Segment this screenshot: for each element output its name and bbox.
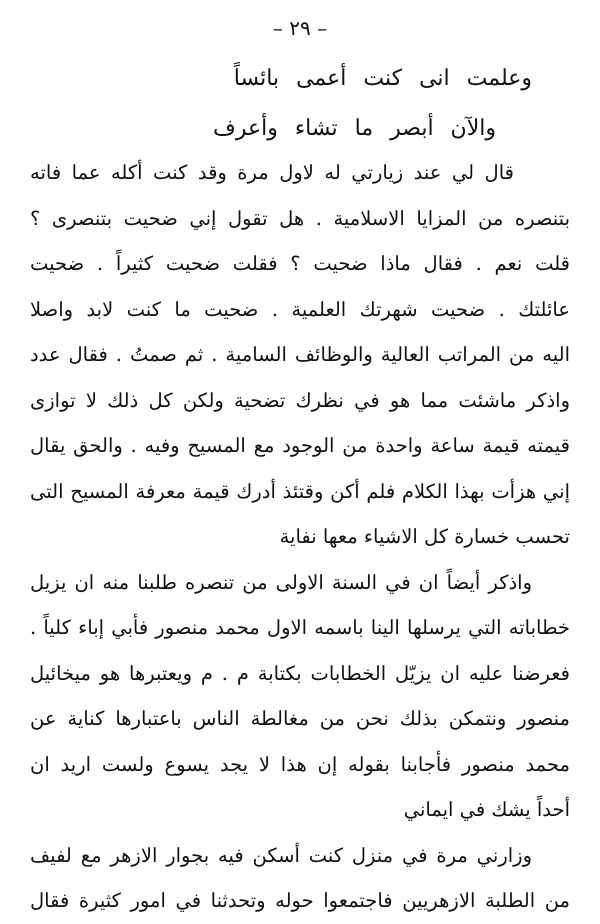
text-line: قلت نعم . فقال ماذا ضحيت ؟ فقلت ضحيت كثيراً . ضحيت [30,252,570,275]
verse-line-1: وعلمت انى كنت أعمى بائساً [233,66,532,91]
text-line: بتنصره من المزايا الاسلامية . هل تقول إني ضحيت بتنصرى ؟ [30,206,570,230]
text-line: محمد منصور فأجابنا بقوله إن هذا لا يجد يسوع ولست اريد ان [30,752,570,776]
text-line: وزارني مرة في منزل كنت أسكن فيه بجوار الازهر مع لفيف [30,843,532,867]
text-line: خطاباته التي يرسلها الينا باسمه الاول محمد منصور فأبي إباء كلياً . [30,616,570,639]
text-line: قيمته قيمة ساعة واحدة من الوجود مع المسيح وفيه . والحق يقال [30,434,570,457]
text-line: واذكر أيضاً ان في السنة الاولى من تنصره طلبنا منه ان يزيل [30,570,532,594]
text-line: فعرضنا عليه ان يزيّل الخطابات بكتابة م . م ويعتبرها هو ميخائيل [30,661,570,685]
text-line: منصور ونتمكن بذلك نحن من مغالطة الناس باعتبارها كناية عن [30,707,570,730]
body-text [30,150,570,924]
text-line: عائلتك . ضحيت شهرتك العلمية . ضحيت ما كنت لابد واصلا [30,297,570,321]
text-line: واذكر ماشئت مما هو في نظرك تضحية ولكن كل ذلك لا توازى [30,388,570,412]
text-line: قال لي عند زيارتي له لاول مرة وقد كنت أكله عما فاته [30,161,514,184]
page-number: – ٢٩ – [272,16,328,40]
verse-line-2: والآن أبصر ما تشاء وأعرف [213,116,496,141]
text-line: تحسب خسارة كل الاشياء معها نفاية [279,525,570,548]
text-line: إني هزأت بهذا الكلام فلم أكن وقتئذ أدرك قيمة معرفة المسيح التى [30,479,570,503]
text-line: أحداً يشك في ايماني [403,798,570,821]
text-line: من الطلبة الازهريين فاجتمعوا حوله وتحدثنا في امور كثيرة فقال [30,889,570,912]
text-line: اليه من المراتب العالية والوظائف السامية . ثم صمتُ . فقال عدد [30,343,570,366]
